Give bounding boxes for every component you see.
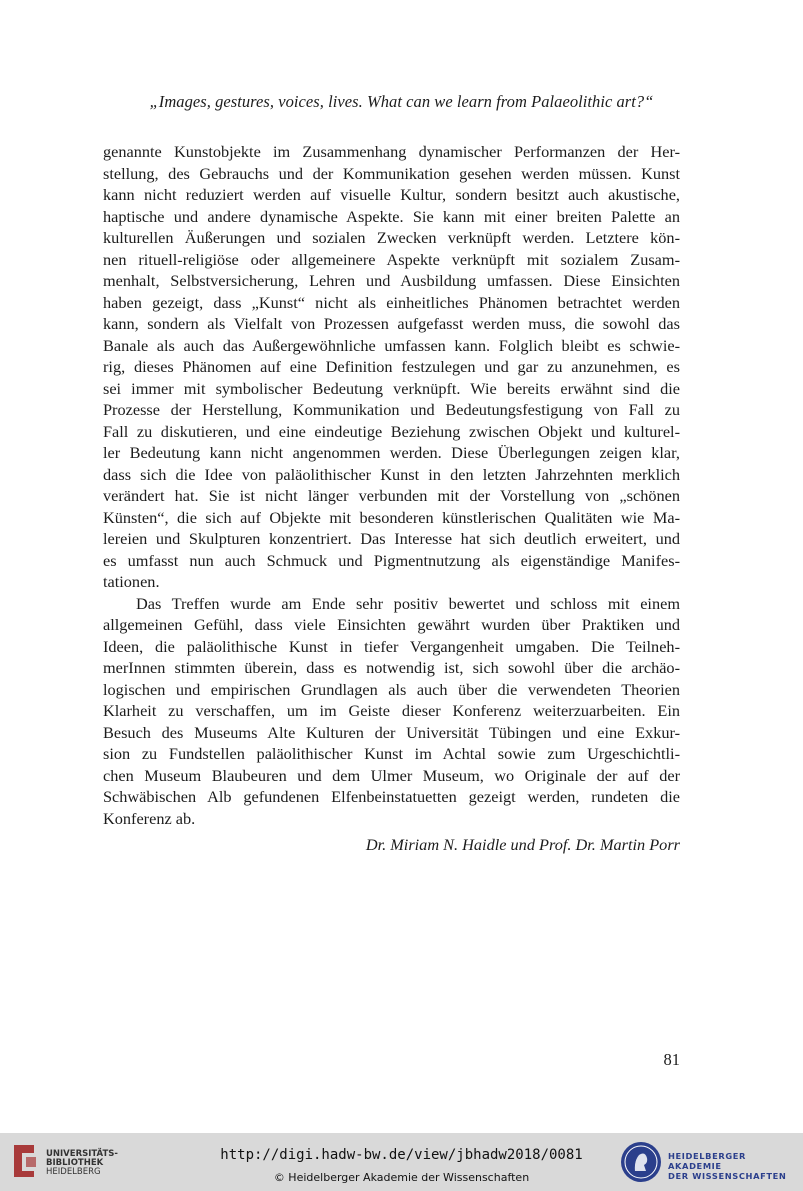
text-line: allgemeinen Gefühl, dass viele Einsichten gewährt wurden über Praktiken und <box>103 615 680 634</box>
copyright-notice: © Heidelberger Akademie der Wissenschaften <box>273 1171 530 1184</box>
text-line: logischen und empirischen Grundlagen als auch über die verwendeten Theorien <box>103 679 680 699</box>
academy-name-line: DER WISSENSCHAFTEN <box>668 1171 787 1181</box>
text-line: nen rituell-religiöse oder allgemeinere Aspekte verknüpft mit sozialem Zusam- <box>103 249 680 269</box>
text-line: menhalt, Selbstversicherung, Lehren und Ausbildung umfassen. Diese Einsichten <box>103 271 680 290</box>
text-line: sion zu Fundstellen paläolithischer Kunst im Achtal sowie zum Urgeschichtli- <box>103 744 680 763</box>
text-line: haptische und andere dynamische Aspekte. Sie kann mit einer breiten Palette an <box>103 206 680 226</box>
text-line: kann, sondern als Vielfalt von Prozessen aufgefasst werden muss, die sowohl das <box>103 314 680 333</box>
text-line: Banale als auch das Außergewöhnliche umfassen kann. Folglich bleibt es schwie- <box>103 335 680 355</box>
text-line: Konferenz ab. <box>103 808 196 828</box>
text-line: kulturellen Äußerungen und sozialen Zwecken verknüpft werden. Letztere kön- <box>103 228 680 247</box>
text-line: dass sich die Idee von paläolithischer Kunst in den letzten Jahrzehnten merklich <box>103 464 680 484</box>
academy-seal-icon[interactable] <box>620 1141 662 1183</box>
text-line: es umfasst nun auch Schmuck und Pigmentnutzung als eigenständige Manifes- <box>103 550 680 570</box>
text-line: verändert hat. Sie ist nicht länger verbunden mit der Vorstellung von „schönen <box>103 486 680 505</box>
text-line: tationen. <box>103 572 160 591</box>
text-line: kann nicht reduziert werden auf visuelle Kultur, sondern besitzt auch akustische, <box>103 185 680 204</box>
text-line: genannte Kunstobjekte im Zusammenhang dynamischer Performanzen der Her- <box>103 142 680 161</box>
text-line: chen Museum Blaubeuren und dem Ulmer Museum, wo Originale der auf der <box>103 765 680 785</box>
text-line: Das Treffen wurde am Ende sehr positiv bewertet und schloss mit einem <box>136 593 680 613</box>
text-line: Besuch des Museums Alte Kulturen der Universität Tübingen und eine Exkur- <box>103 722 680 742</box>
text-line: lereien und Skulpturen konzentriert. Das Interesse hat sich deutlich erweitert, und <box>103 529 680 548</box>
text-line: Ideen, die paläolithische Kunst in tiefer Vergangenheit umgaben. Die Teilneh- <box>103 636 680 656</box>
footer-bar <box>0 1133 803 1191</box>
library-name-line: BIBLIOTHEK <box>46 1158 104 1168</box>
academy-name-line: HEIDELBERGER AKADEMIE <box>668 1151 746 1171</box>
text-line: ler Bedeutung kann nicht angenommen werden. Diese Überlegungen zeigen klar, <box>103 443 680 462</box>
text-line: merInnen stimmten überein, dass es notwendig ist, sich sowohl über die archäo- <box>103 658 680 677</box>
text-line: Prozesse der Herstellung, Kommunikation und Bedeutungsfestigung von Fall zu <box>103 400 680 419</box>
library-name-line: UNIVERSITÄTS- <box>46 1149 118 1159</box>
author-signature: Dr. Miriam N. Haidle und Prof. Dr. Martin Porr <box>365 835 680 854</box>
page-number: 81 <box>663 1050 680 1069</box>
text-line: Künsten“, die sich auf Objekte mit besonderen künstlerischen Qualitäten wie Ma- <box>103 507 680 527</box>
academy-name[interactable] <box>668 1151 803 1181</box>
text-line: Fall zu diskutieren, und eine eindeutige Beziehung zwischen Objekt und kulturel- <box>103 421 680 441</box>
permalink-url[interactable]: http://digi.hadw-bw.de/view/jbhadw2018/0081 <box>220 1147 583 1163</box>
body-text <box>103 141 680 829</box>
library-name-line: HEIDELBERG <box>46 1167 101 1177</box>
running-head: „Images, gestures, voices, lives. What can we learn from Palaeolithic art?“ <box>149 92 654 111</box>
text-line: Schwäbischen Alb gefundenen Elfenbeinstatuetten gezeigt werden, rundeten die <box>103 787 680 806</box>
text-line: haben gezeigt, dass „Kunst“ nicht als einheitliches Phänomen betrachtet werden <box>103 292 680 312</box>
text-line: rig, dieses Phänomen auf eine Definition festzulegen und gar zu anzunehmen, es <box>103 357 680 376</box>
text-line: Klarheit zu verschaffen, um im Geiste dieser Konferenz weiterzuarbeiten. Ein <box>103 701 680 720</box>
text-line: stellung, des Gebrauchs und der Kommunikation gesehen werden müssen. Kunst <box>103 163 680 183</box>
text-line: sei immer mit symbolischer Bedeutung verknüpft. Wie bereits erwähnt sind die <box>103 378 680 398</box>
